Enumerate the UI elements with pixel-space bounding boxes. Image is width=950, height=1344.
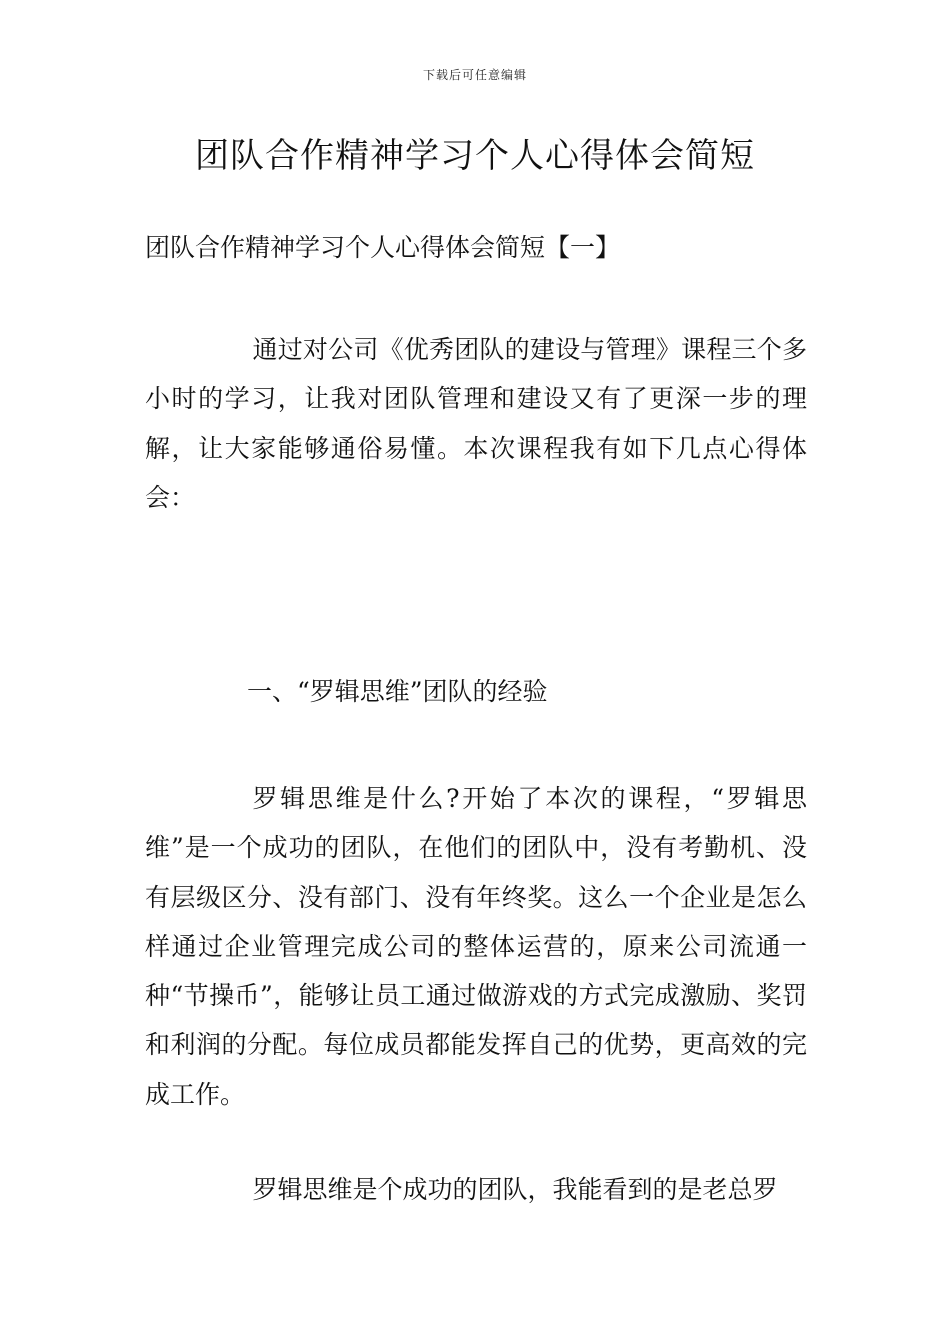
- section-heading: 一、“罗辑思维”团队的经验: [247, 677, 548, 706]
- paragraph-intro: 通过对公司《优秀团队的建设与管理》课程三个多小时的学习，让我对团队管理和建设又有了更深一步的理解，让大家能够通俗易懂。本次课程我有如下几点心得体会：: [145, 335, 807, 512]
- document-title: 团队合作精神学习个人心得体会简短: [195, 136, 755, 176]
- paragraph-logic-thinking: 罗辑思维是什么?开始了本次的课程，“罗辑思维”是一个成功的团队，在他们的团队中，没有考勤机、没有层级区分、没有部门、没有年终奖。这么一个企业是怎么样通过企业管理完成公司的整体运营的，原来公司流通一种“节操币”，能够让员工通过做游戏的方式完成激励、奖罚和利润的分配。每位成员都能发挥自己的优势，更高效的完成工作。: [145, 784, 807, 1109]
- paragraph-continued: 罗辑思维是个成功的团队，我能看到的是老总罗: [252, 1175, 778, 1204]
- header-note: 下载后可任意编辑: [422, 68, 527, 82]
- section-subtitle: 团队合作精神学习个人心得体会简短【一】: [145, 233, 621, 262]
